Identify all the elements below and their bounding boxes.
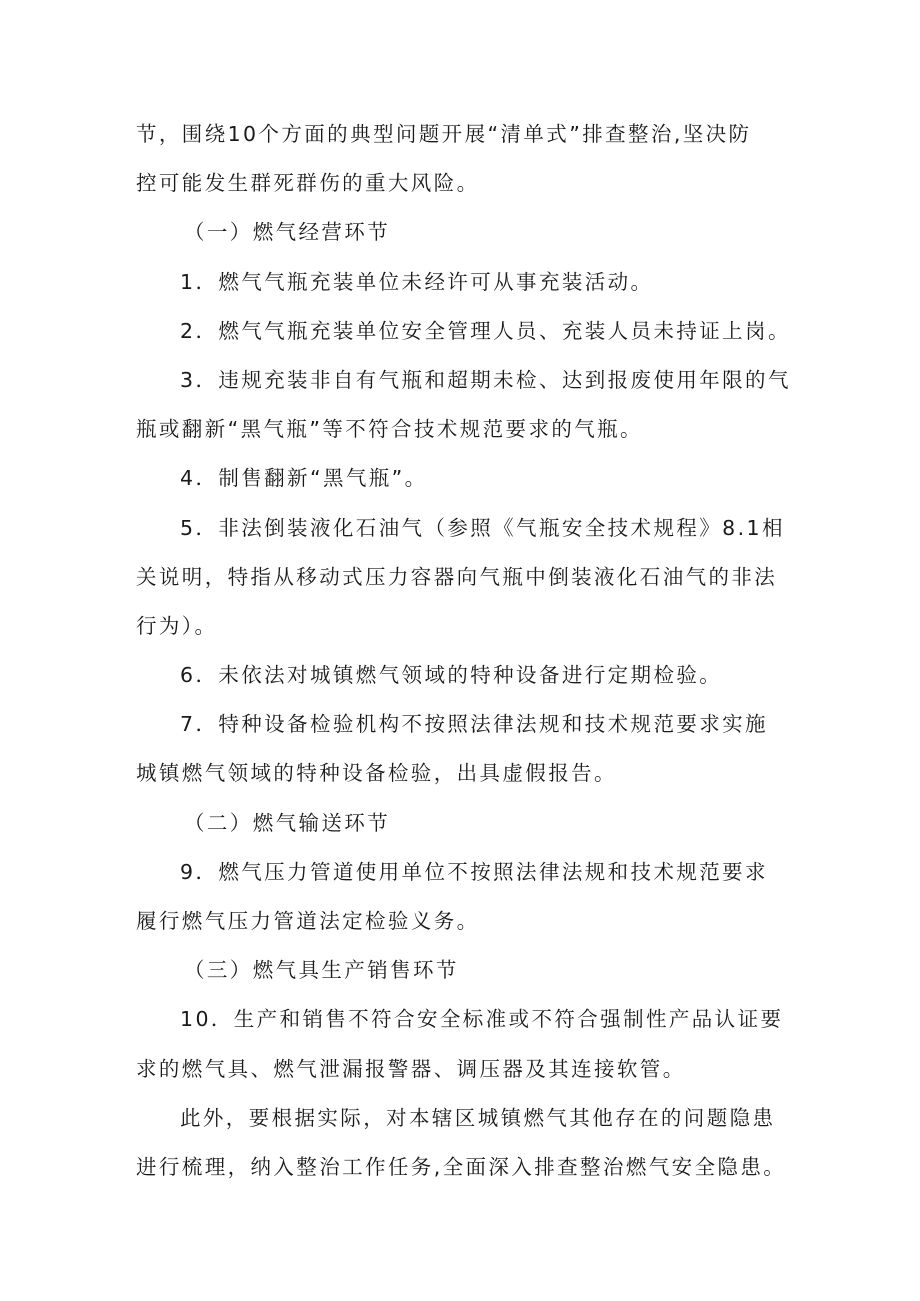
text-line: 求的燃气具、燃气泄漏报警器、调压器及其连接软管。 xyxy=(136,1056,686,1081)
list-item-2: 2．燃气气瓶充装单位安全管理人员、充装人员未持证上岗。 xyxy=(180,318,791,343)
list-item-10: 10．生产和销售不符合安全标准或不符合强制性产品认证要 xyxy=(180,1007,784,1032)
text-line: 城镇燃气领域的特种设备检验，出具虚假报告。 xyxy=(136,761,617,786)
list-item-4: 4．制售翻新“黑气瓶”。 xyxy=(180,466,428,491)
list-item-5: 5．非法倒装液化石油气（参照《气瓶安全技术规程》8.1相 xyxy=(180,515,785,540)
text-line: 节，围绕10个方面的典型问题开展“清单式”排查整治,坚决防 xyxy=(136,122,752,146)
closing-paragraph: 此外，要根据实际，对本辖区城镇燃气其他存在的问题隐患 xyxy=(180,1105,776,1130)
text-line: 关说明，特指从移动式压力容器向气瓶中倒装液化石油气的非法 xyxy=(136,564,778,589)
section-heading-gas-transport: （二）燃气输送环节 xyxy=(184,810,391,835)
list-item-1: 1．燃气气瓶充装单位未经许可从事充装活动。 xyxy=(180,269,654,294)
text-line: 履行燃气压力管道法定检验义务。 xyxy=(136,909,480,933)
list-item-9: 9．燃气压力管道使用单位不按照法律法规和技术规范要求 xyxy=(180,859,768,884)
section-heading-gas-operation: （一）燃气经营环节 xyxy=(184,220,391,245)
text-line: 瓶或翻新“黑气瓶”等不符合技术规范要求的气瓶。 xyxy=(136,417,643,442)
document-body xyxy=(136,110,796,1192)
list-item-3: 3．违规充装非自有气瓶和超期未检、达到报废使用年限的气 xyxy=(180,367,791,392)
list-item-6: 6．未依法对城镇燃气领域的特种设备进行定期检验。 xyxy=(180,663,723,688)
list-item-7: 7．特种设备检验机构不按照法律法规和技术规范要求实施 xyxy=(180,712,768,737)
text-line: 控可能发生群死群伤的重大风险。 xyxy=(136,171,480,196)
text-line: 进行梳理，纳入整治工作任务,全面深入排查整治燃气安全隐患。 xyxy=(136,1154,787,1179)
text-line: 行为）。 xyxy=(136,613,218,638)
section-heading-appliance-sales: （三）燃气具生产销售环节 xyxy=(184,958,459,983)
